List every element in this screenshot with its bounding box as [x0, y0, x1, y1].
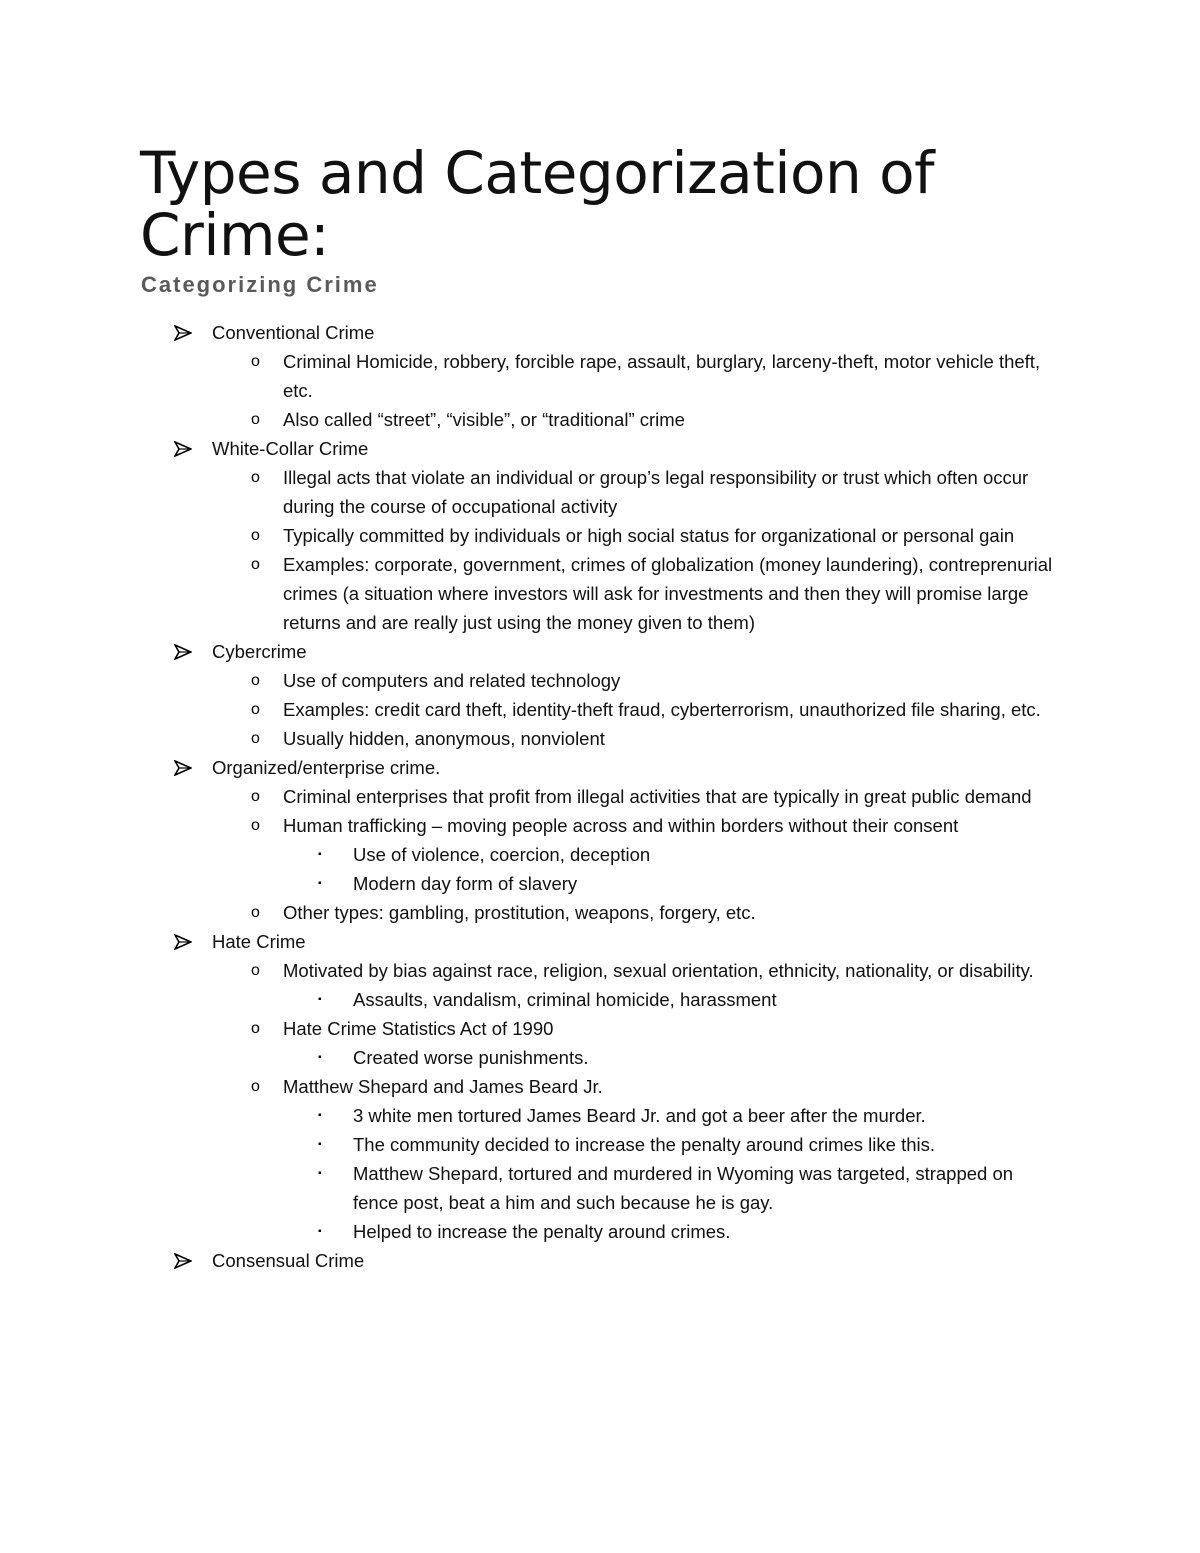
list-item: [0, 347, 1200, 405]
sub-list-item-text: Created worse punishments.: [353, 1047, 589, 1068]
sub-list-item-text: The community decided to increase the penalty around crimes like this.: [353, 1134, 936, 1155]
square-bullet-icon: ▪: [318, 1226, 322, 1237]
list-item: [0, 956, 1200, 985]
sub-list-item-text: Modern day form of slavery: [353, 873, 578, 894]
section-heading-text: White-Collar Crime: [212, 438, 369, 459]
arrow-bullet-icon: [174, 1246, 192, 1275]
sub-list-item-text: Assaults, vandalism, criminal homicide, harassment: [353, 989, 777, 1010]
sub-list-item-text: Use of violence, coercion, deception: [353, 844, 651, 865]
circle-bullet-icon: o: [251, 817, 260, 834]
section-heading-text: Hate Crime: [212, 931, 306, 952]
list-item: [0, 782, 1200, 811]
list-item: [0, 1072, 1200, 1101]
page-title: Types and Categorization of Crime:: [140, 139, 935, 269]
list-item-text: Typically committed by individuals or high social status for organizational or personal gain: [283, 525, 1015, 546]
section-heading: [0, 434, 1200, 463]
section-heading: [0, 318, 1200, 347]
circle-bullet-icon: o: [251, 788, 260, 805]
circle-bullet-icon: o: [251, 730, 260, 747]
list-item-text: Human trafficking – moving people across and within borders without their consent: [283, 815, 959, 836]
section-heading-text: Conventional Crime: [212, 322, 375, 343]
section-heading-text: Consensual Crime: [212, 1250, 365, 1271]
arrow-bullet-icon: [174, 434, 192, 463]
outline-list: [0, 318, 1200, 1275]
arrow-bullet-icon: [174, 637, 192, 666]
list-item: [0, 811, 1200, 840]
circle-bullet-icon: o: [251, 556, 260, 573]
list-item: [0, 898, 1200, 927]
circle-bullet-icon: o: [251, 1020, 260, 1037]
sub-list-item: [0, 1101, 1200, 1130]
sub-list-item: [0, 869, 1200, 898]
list-item-text: Use of computers and related technology: [283, 670, 621, 691]
list-item-text: Also called “street”, “visible”, or “traditional” crime: [283, 409, 685, 430]
square-bullet-icon: ▪: [318, 1139, 322, 1150]
list-item: [0, 405, 1200, 434]
list-item-text: Motivated by bias against race, religion, sexual orientation, ethnicity, nationality, or disability.: [283, 960, 1034, 981]
circle-bullet-icon: o: [251, 411, 260, 428]
section-heading: [0, 1246, 1200, 1275]
list-item-text: Other types: gambling, prostitution, weapons, forgery, etc.: [283, 902, 756, 923]
list-item-text: Matthew Shepard and James Beard Jr.: [283, 1076, 603, 1097]
arrow-bullet-icon: [174, 927, 192, 956]
section-heading-text: Organized/enterprise crime.: [212, 757, 441, 778]
square-bullet-icon: ▪: [318, 849, 322, 860]
list-item-text: Criminal Homicide, robbery, forcible rape, assault, burglary, larceny-theft, motor vehicle theft, etc.: [283, 351, 1041, 401]
square-bullet-icon: ▪: [318, 1168, 322, 1179]
circle-bullet-icon: o: [251, 701, 260, 718]
circle-bullet-icon: o: [251, 469, 260, 486]
sub-list-item: [0, 1043, 1200, 1072]
sub-list-item: [0, 1159, 1200, 1217]
list-item-text: Usually hidden, anonymous, nonviolent: [283, 728, 605, 749]
section-heading-text: Cybercrime: [212, 641, 307, 662]
sub-list-item-text: Matthew Shepard, tortured and murdered in Wyoming was targeted, strapped on fence post, beat a him and such because he is gay.: [353, 1163, 1014, 1213]
list-item: [0, 550, 1200, 637]
list-item: [0, 463, 1200, 521]
circle-bullet-icon: o: [251, 527, 260, 544]
sub-list-item: [0, 985, 1200, 1014]
circle-bullet-icon: o: [251, 672, 260, 689]
sub-list-item: [0, 1217, 1200, 1246]
list-item: [0, 1014, 1200, 1043]
list-item: [0, 695, 1200, 724]
list-item-text: Examples: corporate, government, crimes of globalization (money laundering), contreprenurial crimes (a situation where investors will ask for investments and then they will promise large returns and are really just using the money given to them): [283, 554, 1053, 633]
square-bullet-icon: ▪: [318, 994, 322, 1005]
list-item-text: Examples: credit card theft, identity-theft fraud, cyberterrorism, unauthorized file sharing, etc.: [283, 699, 1041, 720]
list-item: [0, 521, 1200, 550]
arrow-bullet-icon: [174, 318, 192, 347]
sub-list-item: [0, 840, 1200, 869]
sub-list-item: [0, 1130, 1200, 1159]
section-heading: [0, 927, 1200, 956]
page-subtitle: Categorizing Crime: [141, 272, 379, 297]
circle-bullet-icon: o: [251, 1078, 260, 1095]
list-item: [0, 724, 1200, 753]
section-heading: [0, 637, 1200, 666]
circle-bullet-icon: o: [251, 353, 260, 370]
square-bullet-icon: ▪: [318, 1052, 322, 1063]
list-item-text: Illegal acts that violate an individual or group’s legal responsibility or trust which often occur during the course of occupational activity: [283, 467, 1029, 517]
section-heading: [0, 753, 1200, 782]
sub-list-item-text: 3 white men tortured James Beard Jr. and got a beer after the murder.: [353, 1105, 926, 1126]
list-item-text: Criminal enterprises that profit from illegal activities that are typically in great public demand: [283, 786, 1032, 807]
circle-bullet-icon: o: [251, 962, 260, 979]
sub-list-item-text: Helped to increase the penalty around crimes.: [353, 1221, 731, 1242]
square-bullet-icon: ▪: [318, 878, 322, 889]
circle-bullet-icon: o: [251, 904, 260, 921]
square-bullet-icon: ▪: [318, 1110, 322, 1121]
list-item-text: Hate Crime Statistics Act of 1990: [283, 1018, 554, 1039]
list-item: [0, 666, 1200, 695]
arrow-bullet-icon: [174, 753, 192, 782]
